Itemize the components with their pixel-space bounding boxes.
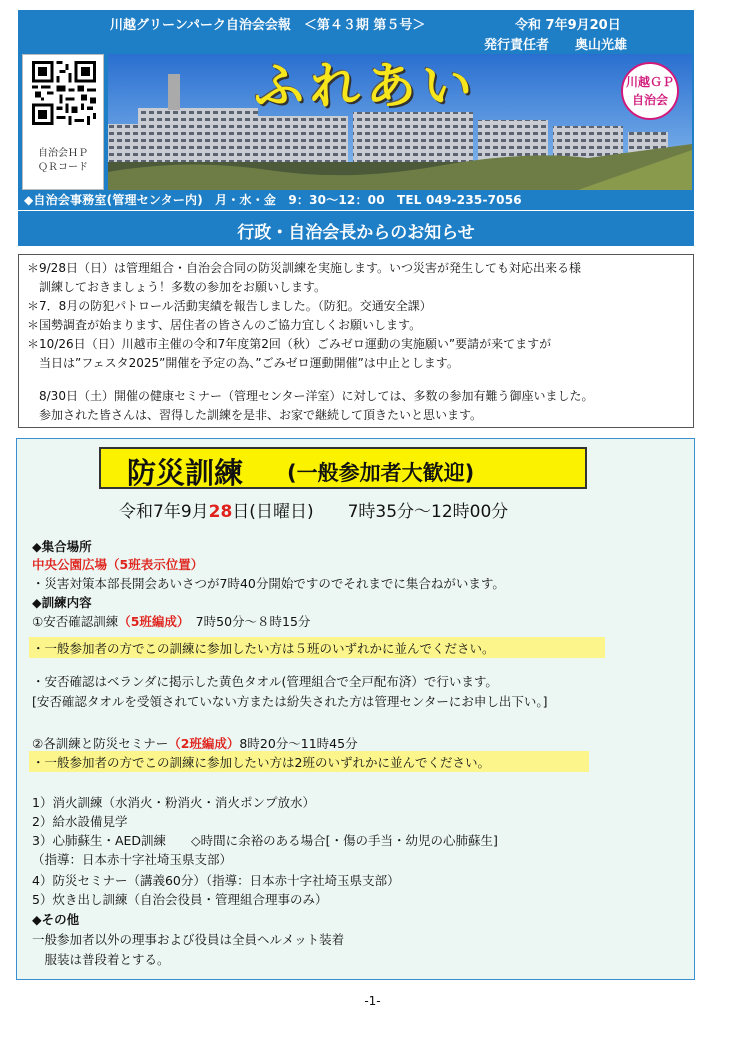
item1-note: ・安否確認はベランダに掲示した黄色タオル(管理組合で全戸配布済）で行います。 xyxy=(32,674,498,689)
list-item: 5）炊き出し訓練（自治会役員・管理組合理事のみ） xyxy=(32,892,328,907)
list-item: 1）消火訓練（水消火・粉消火・消火ポンプ放水） xyxy=(32,795,315,810)
item2-heading: ②各訓練と防災セミナー（2班編成）8時20分～11時45分 xyxy=(32,736,358,751)
association-badge: 川越ＧＰ 自治会 xyxy=(621,62,679,120)
qr-code-panel xyxy=(22,54,104,190)
item1-heading: ①安否確認訓練（5班編成） 7時50分～８時15分 xyxy=(32,614,311,629)
masthead-title: ふれあい xyxy=(254,57,478,115)
page-number: -1- xyxy=(364,994,381,1008)
qr-label-line1: 自治会ＨＰ xyxy=(38,148,88,159)
qr-code-icon xyxy=(32,61,96,125)
drill-title-main: 防災訓練 xyxy=(127,456,244,490)
item1-note: [安否確認タオルを受領されていない方または紛失された方は管理センターにお申し出下い。] xyxy=(32,694,548,709)
disaster-drill-box xyxy=(16,438,695,980)
list-item: 3）心肺蘇生・AED訓練 ◇時間に余裕のある場合[・傷の手当・幼児の心肺蘇生] xyxy=(32,833,498,848)
publisher: 発行責任者 奥山光雄 xyxy=(484,38,628,53)
notice-line: 訓練しておきましょう！多数の参加をお願いします。 xyxy=(27,280,327,294)
gather-heading: ◆集合場所 xyxy=(32,539,92,554)
issue-date: 令和 7年9月20日 xyxy=(515,18,621,33)
gather-place: 中央公園広場（5班表示位置） xyxy=(32,557,204,572)
newsletter-title: 川越グリーンパーク自治会会報 ＜第４３期 第５号＞ 令和 7年9月20日 xyxy=(110,14,690,33)
newsletter-header xyxy=(18,10,694,210)
item1-highlight: ・一般参加者の方でこの訓練に参加したい方は５班のいずれかに並んでください。 xyxy=(32,641,495,656)
item2-highlight: ・一般参加者の方でこの訓練に参加したい方は2班のいずれかに並んでください。 xyxy=(32,755,490,770)
gather-note: ・災害対策本部長開会あいさつが7時40分開始ですのでそれまでに集合ねがいます。 xyxy=(32,576,505,591)
content-heading: ◆訓練内容 xyxy=(32,595,92,610)
notice-line: 8/30日（土）開催の健康セミナー（管理センター洋室）に対しては、多数の参加有難う御座いました。 xyxy=(27,389,594,403)
list-item: （指導：日本赤十字社埼玉県支部） xyxy=(32,852,233,867)
section-banner xyxy=(18,210,694,246)
other-note: 服装は普段着とする。 xyxy=(32,952,170,967)
drill-date: 令和7年9月28日(日曜日) 7時35分～12時00分 xyxy=(119,502,509,522)
list-item: 2）給水設備見学 xyxy=(32,814,128,829)
qr-label-line2: ＱＲコード xyxy=(38,162,88,173)
list-item: 4）防災セミナー（講義60分）（指導：日本赤十字社埼玉県支部） xyxy=(32,873,400,888)
drill-title-sub: (一般参加者大歓迎) xyxy=(287,461,475,485)
notice-line: ＊国勢調査が始まります、居住者の皆さんのご協力宜しくお願いします。 xyxy=(27,318,422,332)
drill-title xyxy=(99,447,587,489)
notice-line: ＊10/26日（日）川越市主催の令和7年度第2回（秋）ごみゼロ運動の実施願い”要請が来てますが xyxy=(27,337,552,351)
notice-box xyxy=(18,254,694,428)
notice-line: ＊9/28日（日）は管理組合・自治会合同の防災訓練を実施します。いつ災害が発生しても対応出来る様 xyxy=(27,261,581,275)
notice-line: 参加された皆さんは、習得した訓練を是非、お家で継続して頂きたいと思います。 xyxy=(27,408,483,422)
notice-line: 当日は”フェスタ2025”開催を予定の為、”ごみゼロ運動開催”は中止とします。 xyxy=(27,356,459,370)
other-note: 一般参加者以外の理事および役員は全員ヘルメット装着 xyxy=(32,932,345,947)
office-hours: ◆自治会事務室(管理センター内) 月・水・金 9：30～12：00 TEL 049-235-7056 xyxy=(24,193,522,207)
other-heading: ◆その他 xyxy=(32,912,80,927)
notice-line: ＊7．8月の防犯パトロール活動実績を報告しました。（防犯。交通安全課） xyxy=(27,299,432,313)
section-banner-title: 行政・自治会長からのお知らせ xyxy=(237,223,475,243)
